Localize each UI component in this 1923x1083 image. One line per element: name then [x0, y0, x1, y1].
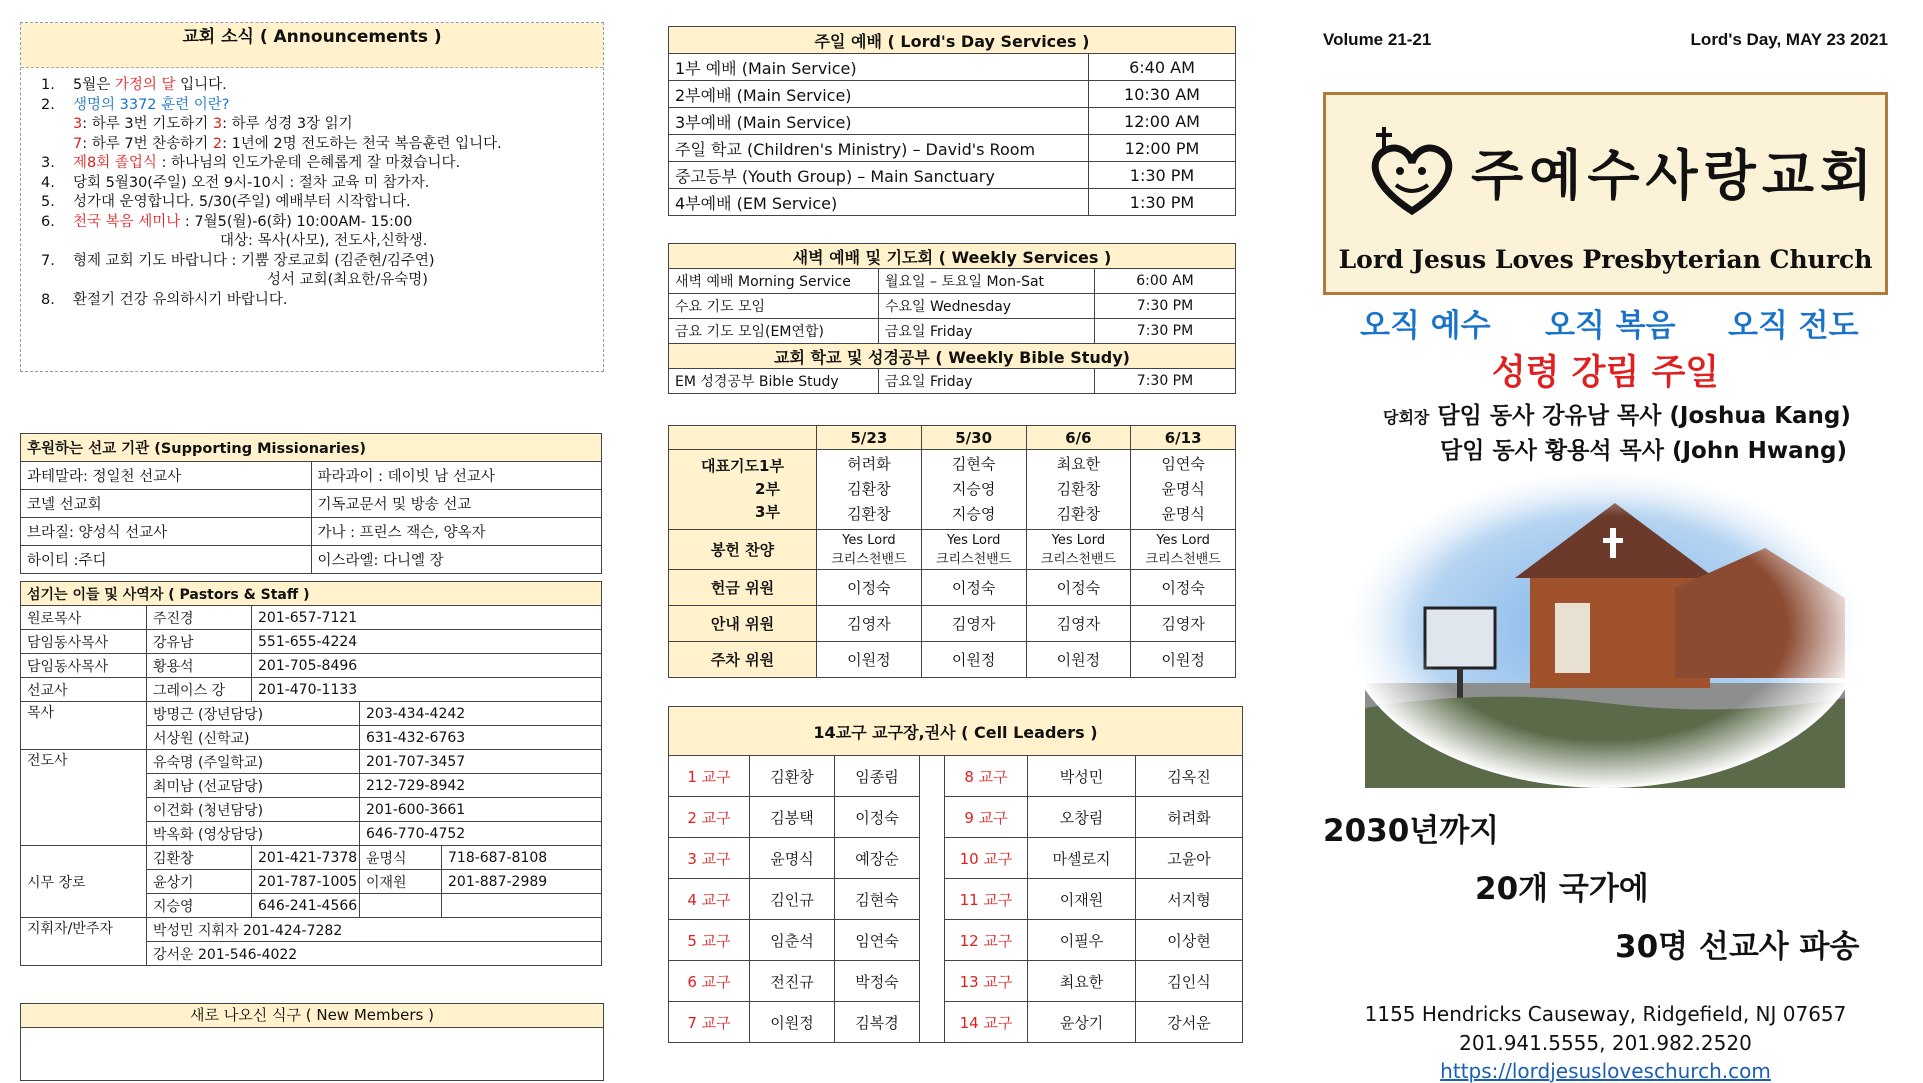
table-cell: 코넬 선교회: [21, 490, 312, 518]
table-row: 선교사 그레이스 강 201-470-1133: [21, 678, 602, 702]
table-row: 수요 기도 모임 수요일 Wednesday 7:30 PM: [669, 294, 1236, 319]
announcement-item-2-sub-a: 3: 하루 3번 기도하기 3: 하루 성경 3장 읽기: [73, 116, 353, 132]
announcement-item-2: 2. 생명의 3372 훈련 이란?: [41, 96, 230, 113]
vision-line-3: 30명 선교사 파송: [1615, 929, 1860, 965]
sunday-title: 성령 강림 주일: [1491, 353, 1720, 393]
table-cell: 과테말라: 정일천 선교사: [21, 462, 312, 490]
table-row: 윤상기 201-787-1005 이재원 201-887-2989: [21, 870, 602, 894]
announcement-item-8: 8. 환절기 건강 유의하시기 바랍니다.: [41, 291, 288, 308]
cell-leaders-table: [668, 706, 1243, 1043]
table-row: 목사 방명근 (장년담당) 203-434-4242: [21, 702, 602, 726]
table-row: [21, 490, 602, 518]
table-row: 4 교구 김인규 김현숙 11 교구 이재원 서지형: [669, 879, 1243, 920]
staff-table: [20, 581, 602, 966]
logo-english-name: Lord Jesus Loves Presbyterian Church: [1338, 245, 1873, 274]
weekly-services-table: [668, 243, 1236, 394]
table-row: 중고등부 (Youth Group) – Main Sanctuary 1:30 PM: [669, 162, 1236, 189]
table-cell: 가나 : 프린스 잭슨, 양옥자: [311, 518, 602, 546]
table-row: 헌금 위원 이정숙 이정숙 이정숙 이정숙: [669, 570, 1236, 606]
announcements-title: 교회 소식 ( Announcements ): [21, 23, 603, 68]
volume-label: Volume 21-21: [1323, 30, 1432, 49]
table-row: [21, 462, 602, 490]
services-title: 주일 예배 ( Lord's Day Services ): [669, 27, 1236, 54]
table-row: 시무 장로 김환창 201-421-7378 윤명식 718-687-8108: [21, 846, 602, 870]
announcement-item-7: 7. 형제 교회 기도 바랍니다 : 기뿜 장로교회 (김준현/김주연): [41, 252, 435, 269]
pastor-line-1: 당회장 담임 동사 강유남 목사 (Joshua Kang): [1383, 403, 1851, 429]
announcement-item-3: 3. 제8회 졸업식 : 하나님의 인도가운데 은혜롭게 잘 마쳤습니다.: [41, 155, 461, 171]
motto-2: 오직 복음: [1545, 308, 1676, 344]
table-row: 주일 학교 (Children's Ministry) – David's Room 12:00 PM: [669, 135, 1236, 162]
new-members-box: [20, 1003, 604, 1081]
new-members-title: 새로 나오신 식구 ( New Members ): [21, 1004, 603, 1028]
table-row: 2 교구 김봉택 이정숙 9 교구 오창림 허려화: [669, 797, 1243, 838]
table-row: 7 교구 이원정 김복경 14 교구 윤상기 강서운: [669, 1002, 1243, 1043]
table-cell: 이스라엘: 다니엘 장: [311, 546, 602, 574]
pastor-line-2: 담임 동사 황용석 목사 (John Hwang): [1440, 438, 1847, 464]
lords-day-services-table: [668, 26, 1236, 216]
table-row: 전도사 유숙명 (주일학교) 201-707-3457: [21, 750, 602, 774]
motto-1: 오직 예수: [1360, 308, 1491, 344]
vision-line-2: 20개 국가에: [1475, 871, 1649, 907]
church-photo: [1345, 468, 1865, 788]
table-row: 4부예배 (EM Service) 1:30 PM: [669, 189, 1236, 216]
table-row: 지휘자/반주자 박성민 지휘자 201-424-7282: [21, 918, 602, 942]
weekly-title: 새벽 예배 및 기도회 ( Weekly Services ): [669, 244, 1236, 269]
table-row: 안내 위원 김영자 김영자 김영자 김영자: [669, 606, 1236, 642]
table-row: 서상원 (신학교) 631-432-6763: [21, 726, 602, 750]
announcement-item-6: 6. 천국 복음 세미나 : 7월5(월)-6(화) 10:00AM- 15:00: [41, 213, 413, 230]
church-phone: 201.941.5555, 201.982.2520: [1459, 1031, 1752, 1055]
table-row: 주차 위원 이원정 이원정 이원정 이원정: [669, 642, 1236, 678]
table-row: 3부예배 (Main Service) 12:00 AM: [669, 108, 1236, 135]
table-row: 담임동사목사 황용석 201-705-8496: [21, 654, 602, 678]
announcement-item-2-sub-b: 7: 하루 7번 찬송하기 2: 1년에 2명 전도하는 천국 복음훈련 입니다.: [73, 135, 502, 152]
table-row: 2부예배 (Main Service) 10:30 AM: [669, 81, 1236, 108]
vision-line-1: 2030년까지: [1323, 813, 1500, 849]
announcement-item-7-sub: 성서 교회(최요한/유숙명): [267, 272, 428, 288]
missionaries-table: [20, 433, 602, 574]
table-row: 1부 예배 (Main Service) 6:40 AM: [669, 54, 1236, 81]
table-row: 지승영 646-241-4566: [21, 894, 602, 918]
table-row: 대표기도1부 2부 3부 허려화 김환창 김환창 김현숙 지승영 지승영 최요한 김환창 김환창 임연숙 윤명식 윤명식: [669, 450, 1236, 530]
table-row: 금요 기도 모임(EM연합) 금요일 Friday 7:30 PM: [669, 319, 1236, 344]
service-roles-table: [668, 425, 1236, 678]
table-row: 3 교구 윤명식 예장순 10 교구 마셀로지 고윤아: [669, 838, 1243, 879]
table-row: 이건화 (청년담당) 201-600-3661: [21, 798, 602, 822]
table-row: [21, 518, 602, 546]
date-label: Lord's Day, MAY 23 2021: [1690, 30, 1888, 49]
table-row: 봉헌 찬양 Yes Lord 크리스천밴드 Yes Lord 크리스천밴드 Yes Lord 크리스천밴드 Yes Lord 크리스천밴드: [669, 530, 1236, 570]
missionaries-title: 후원하는 선교 기관 (Supporting Missionaries): [21, 434, 602, 462]
logo-korean-name: 주예수사랑교회: [1471, 143, 1879, 207]
church-address: 1155 Hendricks Causeway, Ridgefield, NJ 07657: [1364, 1002, 1847, 1026]
table-cell: 하이티 :주디: [21, 546, 312, 574]
bible-study-title: 교회 학교 및 성경공부 ( Weekly Bible Study): [669, 344, 1236, 369]
announcement-item-6-sub: 대상: 목사(사모), 전도사,신학생.: [220, 233, 428, 249]
church-website-link[interactable]: https://lordjesusloveschurch.com: [1440, 1059, 1771, 1083]
table-row: [21, 546, 602, 574]
heart-logo-icon: [1362, 123, 1462, 223]
table-row: 박옥화 (영상담당) 646-770-4752: [21, 822, 602, 846]
table-cell: 파라과이 : 데이빗 남 선교사: [311, 462, 602, 490]
table-row: 5/23 5/30 6/6 6/13: [669, 426, 1236, 450]
announcement-item-4: 4. 당회 5월30(주일) 오전 9시-10시 : 절차 교육 미 참가자.: [41, 174, 430, 191]
table-cell: 기독교문서 및 방송 선교: [311, 490, 602, 518]
table-row: 새벽 예배 Morning Service 월요일 – 토요일 Mon-Sat 6:00 AM: [669, 269, 1236, 294]
staff-title: 섬기는 이들 및 사역자 ( Pastors & Staff ): [21, 582, 602, 606]
table-row: 6 교구 전진규 박정숙 13 교구 최요한 김인식: [669, 961, 1243, 1002]
announcement-item-5: 5. 성가대 운영합니다. 5/30(주일) 예배부터 시작합니다.: [41, 194, 411, 210]
cell-leaders-title: 14교구 교구장,권사 ( Cell Leaders ): [669, 707, 1243, 756]
table-row: 담임동사목사 강유남 551-655-4224: [21, 630, 602, 654]
announcement-item-1: 1. 5월은 가정의 달 입니다.: [41, 77, 227, 93]
table-row: 5 교구 임춘석 임연숙 12 교구 이필우 이상현: [669, 920, 1243, 961]
motto-3: 오직 전도: [1728, 308, 1859, 344]
church-logo: [1323, 92, 1888, 295]
table-row: 최미남 (선교담당) 212-729-8942: [21, 774, 602, 798]
table-cell: 브라질: 양성식 선교사: [21, 518, 312, 546]
announcements-box: [20, 22, 604, 372]
table-row: EM 성경공부 Bible Study 금요일 Friday 7:30 PM: [669, 369, 1236, 394]
table-row: 원로목사 주진경 201-657-7121: [21, 606, 602, 630]
table-row: 강서운 201-546-4022: [21, 942, 602, 966]
table-row: 1 교구 김환창 임종림 8 교구 박성민 김옥진: [669, 756, 1243, 797]
